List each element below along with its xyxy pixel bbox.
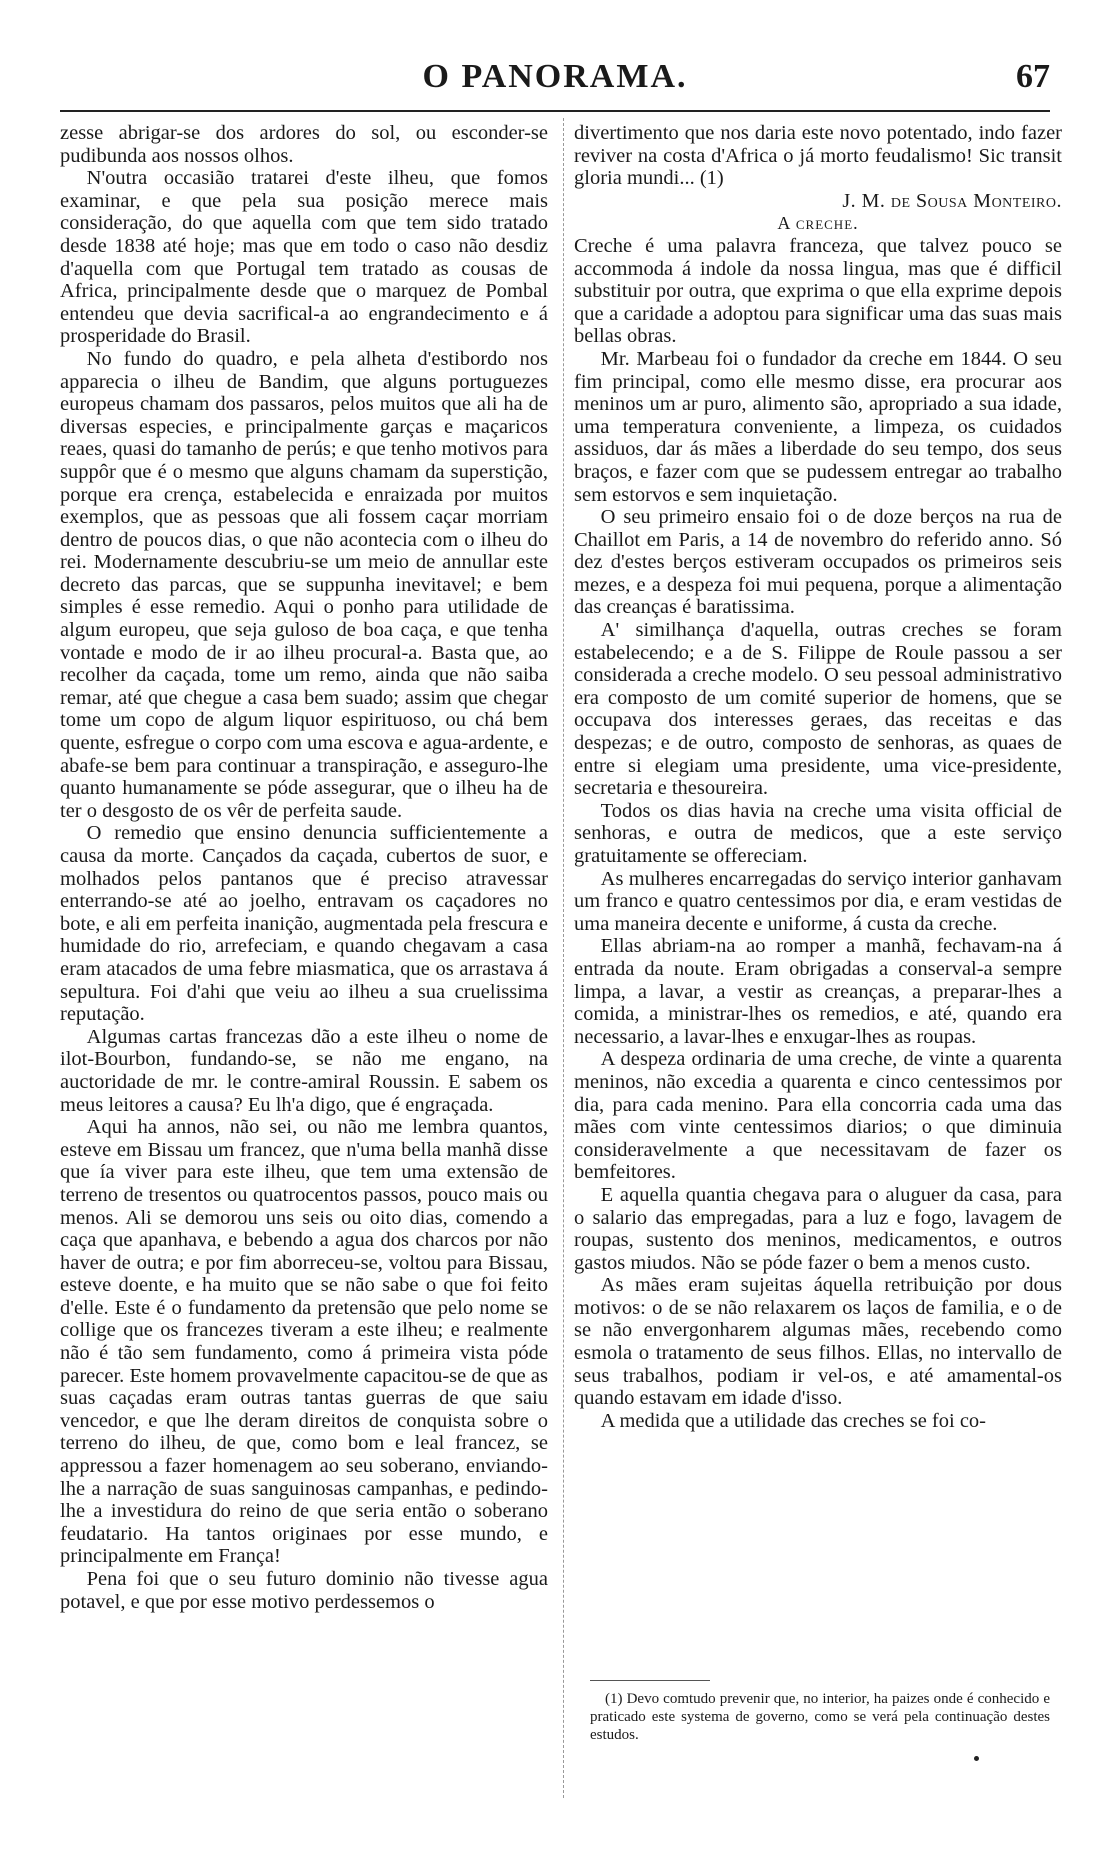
page-number: 67 bbox=[1016, 58, 1050, 95]
footnote-rule bbox=[590, 1680, 710, 1681]
paragraph: divertimento que nos daria este novo potentado, indo fazer reviver na costa d'Africa o já morto feudalismo! Sic transit gloria mundi... (1) bbox=[574, 122, 1062, 190]
paragraph: As mulheres encarregadas do serviço interior ganhavam um franco e quatro centessimos por dia, e eram vestidas de uma maneira decente e uniforme, á custa da creche. bbox=[574, 867, 1062, 935]
paragraph: Ellas abriam-na ao romper a manhã, fechavam-na á entrada da noute. Eram obrigadas a conserval-a sempre limpa, a lavar, a vestir as creanças, a preparar-lhes a comida, a ministrar-lhes os remedios, e até, quando era necessario, a lavar-lhes e enxugar-lhes as roupas. bbox=[574, 935, 1062, 1048]
author-signature: J. M. de Sousa Monteiro. bbox=[842, 189, 1062, 212]
paragraph: O seu primeiro ensaio foi o de doze berços na rua de Chaillot em Paris, a 14 de novembro do referido anno. Só dez d'estes berços estiveram occupados os primeiros seis mezes, e a despeza foi mui pequena, porque a alimentação das creanças é baratissima. bbox=[574, 506, 1062, 619]
paragraph: Pena foi que o seu futuro dominio não tivesse agua potavel, e que por esse motivo perdessemos o bbox=[60, 1568, 548, 1613]
paragraph: As mães eram sujeitas áquella retribuição por dous motivos: o de se não relaxarem os laços de familia, e o de se não envergonharem algumas mães, recebendo como esmola o tratamento de seus filhos. Ellas, no intervallo de seus trabalhos, podiam ir vel-os, e até amamental-os quando estavam em idade d'isso. bbox=[574, 1274, 1062, 1410]
paragraph: Creche é uma palavra franceza, que talvez pouco se accommoda á indole da nossa lingua, mas que é difficil substituir por outra, que exprima o que ella exprime depois que a caridade a adoptou para significar uma das suas mais bellas obras. bbox=[574, 234, 1062, 348]
paragraph: O remedio que ensino denuncia sufficientemente a causa da morte. Cançados da caçada, cubertos de suor, e molhados pelos pantanos que é preciso atravessar enterrando-se até ao joelho, entravam os caçadores no bote, e ali em perfeita inanição, augmentada pela frescura e humidade do rio, arrefeciam, e quando chegavam a casa eram atacados de uma febre miasmatica, que os arrastava á sepultura. Foi d'ahi que veiu ao ilheu a sua cruelissima reputação. bbox=[60, 822, 548, 1026]
footnote-text: (1) Devo comtudo prevenir que, no interior, ha paizes onde é conhecido e praticado este systema de governo, como se verá pela continuação destes estudos. bbox=[590, 1691, 1050, 1743]
paragraph: A medida que a utilidade das creches se foi co- bbox=[600, 1409, 987, 1432]
header-rule bbox=[60, 110, 1050, 112]
footnote bbox=[590, 1690, 1050, 1744]
section-title: A creche. bbox=[777, 213, 859, 234]
left-column bbox=[60, 122, 548, 1613]
paragraph: Todos os dias havia na creche uma visita official de senhoras, e outra de medicos, que a este serviço gratuitamente se offereciam. bbox=[574, 799, 1062, 867]
paragraph: E aquella quantia chegava para o aluguer da casa, para o salario das empregadas, para a luz e fogo, lavagem de roupas, sustento dos meninos, medicamentos, e outros gastos miudos. Não se póde fazer o bem a menos custo. bbox=[574, 1183, 1062, 1274]
paragraph: No fundo do quadro, e pela alheta d'estibordo nos apparecia o ilheu de Bandim, que alguns portuguezes europeus chamam dos passaros, pelos muitos que ali ha de diversas especies, e principalmente garças e maçaricos reaes, quasi do tamanho de perús; e que tenho motivos para suppôr que é o mesmo que alguns chamam da superstição, porque era crença, estabelecida e enraizada por muitos exemplos, que as pessoas que ali fossem caçar morriam dentro de poucos dias, o que não acontecia com o ilheu do rei. Modernamente descubriu-se um meio de annullar este decreto das parcas, que se suppunha inevitavel; e bem simples é esse remedio. Aqui o ponho para utilidade de algum europeu, que seja guloso de boa caça, e que tenha vontade e modo de ir ao ilheu procural-a. Basta que, ao recolher da caçada, tome um remo, ainda que não saiba remar, até que chegue a casa bem suado; assim que chegar tome um copo de algum liquor espirituoso, ou chá bem quente, esfregue o corpo com uma escova e agua-ardente, e abafe-se bem para continuar a transpiração, e asseguro-lhe quanto humanamente se póde assegurar, que o ilheu ha de ter o desgosto de os vêr de perfeita saude. bbox=[60, 347, 548, 822]
paragraph: A' similhança d'aquella, outras creches se foram estabelecendo; e a de S. Filippe de Roule passou a ser considerada a creche modelo. O seu pessoal administrativo era composto de um comité superior de homens, que se occupava dos interesses geraes, das receitas e das despezas; e de outro, composto de senhoras, as quaes de entre si elegiam uma presidente, uma vice-presidente, secretaria e thesoureira. bbox=[574, 619, 1062, 800]
paragraph: Aqui ha annos, não sei, ou não me lembra quantos, esteve em Bissau um francez, que n'uma bella manhã disse que ía viver para este ilheu, que tem uma extensão de terreno de tresentos ou quatrocentos passos, pouco mais ou menos. Ali se demorou uns seis ou oito dias, comendo a caça que apanhava, e bebendo a agua dos charcos por não haver de outra; e por fim aborreceu-se, voltou para Bissau, esteve doente, e ha muito que se não sabe o que foi feito d'elle. Este é o fundamento da pretensão que pelo nome se collige que os francezes tiveram a este ilheu; e realmente não é tão sem fundamento, como á primeira vista póde parecer. Este homem provavelmente capacitou-se de que as suas caçadas eram outras tantas guerras de que saiu vencedor, e que lhe deram direitos de conquista sobre o terreno do ilheu, de que, como bom e leal francez, se appressou a fazer homenagem ao seu soberano, enviando-lhe a narração de suas sanguinosas campanhas, e pedindo-lhe a investidura do reino de que seria então o soberano feudatario. Ha tantos originaes por esse mundo, e principalmente em França! bbox=[60, 1116, 548, 1568]
column-divider bbox=[563, 118, 565, 1798]
paragraph: Mr. Marbeau foi o fundador da creche em 1844. O seu fim principal, como elle mesmo disse, era procurar aos meninos um ar puro, alimento são, apropriado a sua idade, uma temperatura conveniente, a limpeza, os cuidados assiduos, dar ás mães a liberdade do seu tempo, dos seus braços, e fazer com que se pudessem entregar ao trabalho sem estorvos e sem inquietação. bbox=[574, 347, 1062, 506]
journal-title: O PANORAMA. bbox=[422, 58, 688, 95]
paragraph: N'outra occasião tratarei d'este ilheu, que fomos examinar, e que pela sua posição merece mais consideração, do que aquella com que tem sido tratado desde 1838 até hoje; mas que em todo o caso não desdiz d'aquella com que Portugal tem tratado as cousas de Africa, principalmente desde que o marquez de Pombal entendeu que devia sacrifical-a ao engrandecimento e á prosperidade do Brasil. bbox=[60, 167, 548, 348]
paragraph: Algumas cartas francezas dão a este ilheu o nome de ilot-Bourbon, fundando-se, se não me engano, na auctoridade de mr. le contre-amiral Roussin. E sabem os meus leitores a causa? Eu lh'a digo, que é engraçada. bbox=[60, 1025, 548, 1116]
page-header bbox=[60, 58, 1050, 108]
right-column bbox=[574, 122, 1062, 1432]
paragraph: zesse abrigar-se dos ardores do sol, ou esconder-se pudibunda aos nossos olhos. bbox=[60, 122, 548, 167]
ink-dot bbox=[974, 1756, 979, 1761]
paragraph: A despeza ordinaria de uma creche, de vinte a quarenta meninos, não excedia a quarenta e cinco centessimos por dia, para cada menino. Para ella concorria cada uma das mães com vinte centessimos diarios; o que diminuia consideravelmente a que necessitavam de fazer os bemfeitores. bbox=[574, 1048, 1062, 1184]
